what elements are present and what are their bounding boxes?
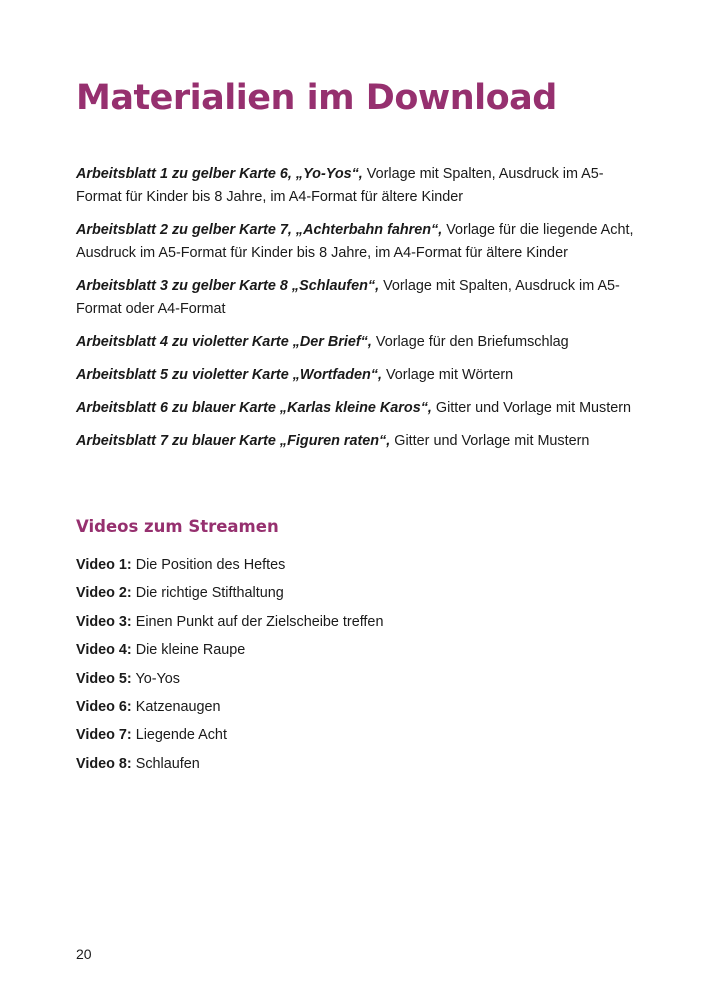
worksheet-label: Arbeitsblatt 2 zu gelber Karte 7, „Achterbahn fahren“, [76, 222, 443, 238]
worksheet-description: Vorlage mit Wörtern [381, 367, 514, 383]
video-label: Video 6: [76, 699, 132, 716]
video-list [76, 551, 636, 778]
worksheet-item-1 [76, 163, 636, 209]
video-item-7 [76, 721, 636, 749]
worksheet-item-3 [76, 275, 636, 321]
worksheet-item-2 [76, 219, 636, 265]
video-label: Video 2: [76, 585, 132, 602]
video-label: Video 4: [76, 642, 132, 659]
video-title: Liegende Acht [131, 727, 227, 744]
worksheet-item-7 [76, 430, 636, 453]
worksheet-label: Arbeitsblatt 3 zu gelber Karte 8 „Schlaufen“, [76, 278, 380, 294]
worksheet-description: Vorlage mit Spalten, Ausdruck im A5-Format oder A4-Format [76, 278, 620, 317]
video-label: Video 1: [76, 557, 132, 573]
video-item-4 [76, 636, 636, 664]
worksheet-list [76, 163, 636, 463]
worksheet-description: Gitter und Vorlage mit Mustern [390, 433, 590, 449]
worksheet-label: Arbeitsblatt 4 zu violetter Karte „Der Brief“, [76, 334, 372, 350]
video-title: Katzenaugen [131, 699, 221, 716]
video-label: Video 8: [76, 755, 132, 772]
worksheet-description: Gitter und Vorlage mit Mustern [431, 400, 632, 416]
page-number: 20 [76, 946, 92, 962]
worksheet-label: Arbeitsblatt 1 zu gelber Karte 6, „Yo-Yos“, [76, 166, 363, 182]
worksheet-item-6 [76, 397, 636, 420]
worksheet-description: Vorlage mit Spalten, Ausdruck im A5-Format für Kinder bis 8 Jahre, im A4-Format für ältere Kinder [76, 166, 604, 205]
video-label: Video 7: [76, 727, 132, 744]
video-label: Video 5: [76, 670, 132, 687]
video-title: Die Position des Heftes [131, 557, 286, 573]
video-item-6 [76, 693, 636, 721]
worksheet-item-5 [76, 364, 636, 387]
video-item-5 [76, 665, 636, 693]
video-title: Schlaufen [131, 755, 200, 772]
worksheet-label: Arbeitsblatt 6 zu blauer Karte „Karlas kleine Karos“, [76, 400, 432, 416]
videos-heading: Videos zum Streamen [76, 517, 279, 536]
worksheet-description: Vorlage für den Briefumschlag [371, 334, 569, 350]
video-title: Die richtige Stifthaltung [131, 585, 284, 602]
video-item-2 [76, 579, 636, 607]
video-title: Die kleine Raupe [131, 642, 246, 659]
video-item-3 [76, 608, 636, 636]
video-item-1 [76, 551, 636, 579]
video-title: Einen Punkt auf der Zielscheibe treffen [131, 613, 384, 630]
worksheet-label: Arbeitsblatt 7 zu blauer Karte „Figuren raten“, [76, 433, 391, 449]
video-label: Video 3: [76, 613, 132, 630]
page-title: Materialien im Download [76, 78, 557, 118]
worksheet-label: Arbeitsblatt 5 zu violetter Karte „Wortfaden“, [76, 367, 382, 383]
worksheet-item-4 [76, 331, 636, 354]
worksheet-description: Vorlage für die liegende Acht, Ausdruck im A5-Format für Kinder bis 8 Jahre, im A4-Format für ältere Kinder [76, 222, 634, 261]
video-title: Yo-Yos [131, 670, 181, 687]
video-item-8 [76, 750, 636, 778]
